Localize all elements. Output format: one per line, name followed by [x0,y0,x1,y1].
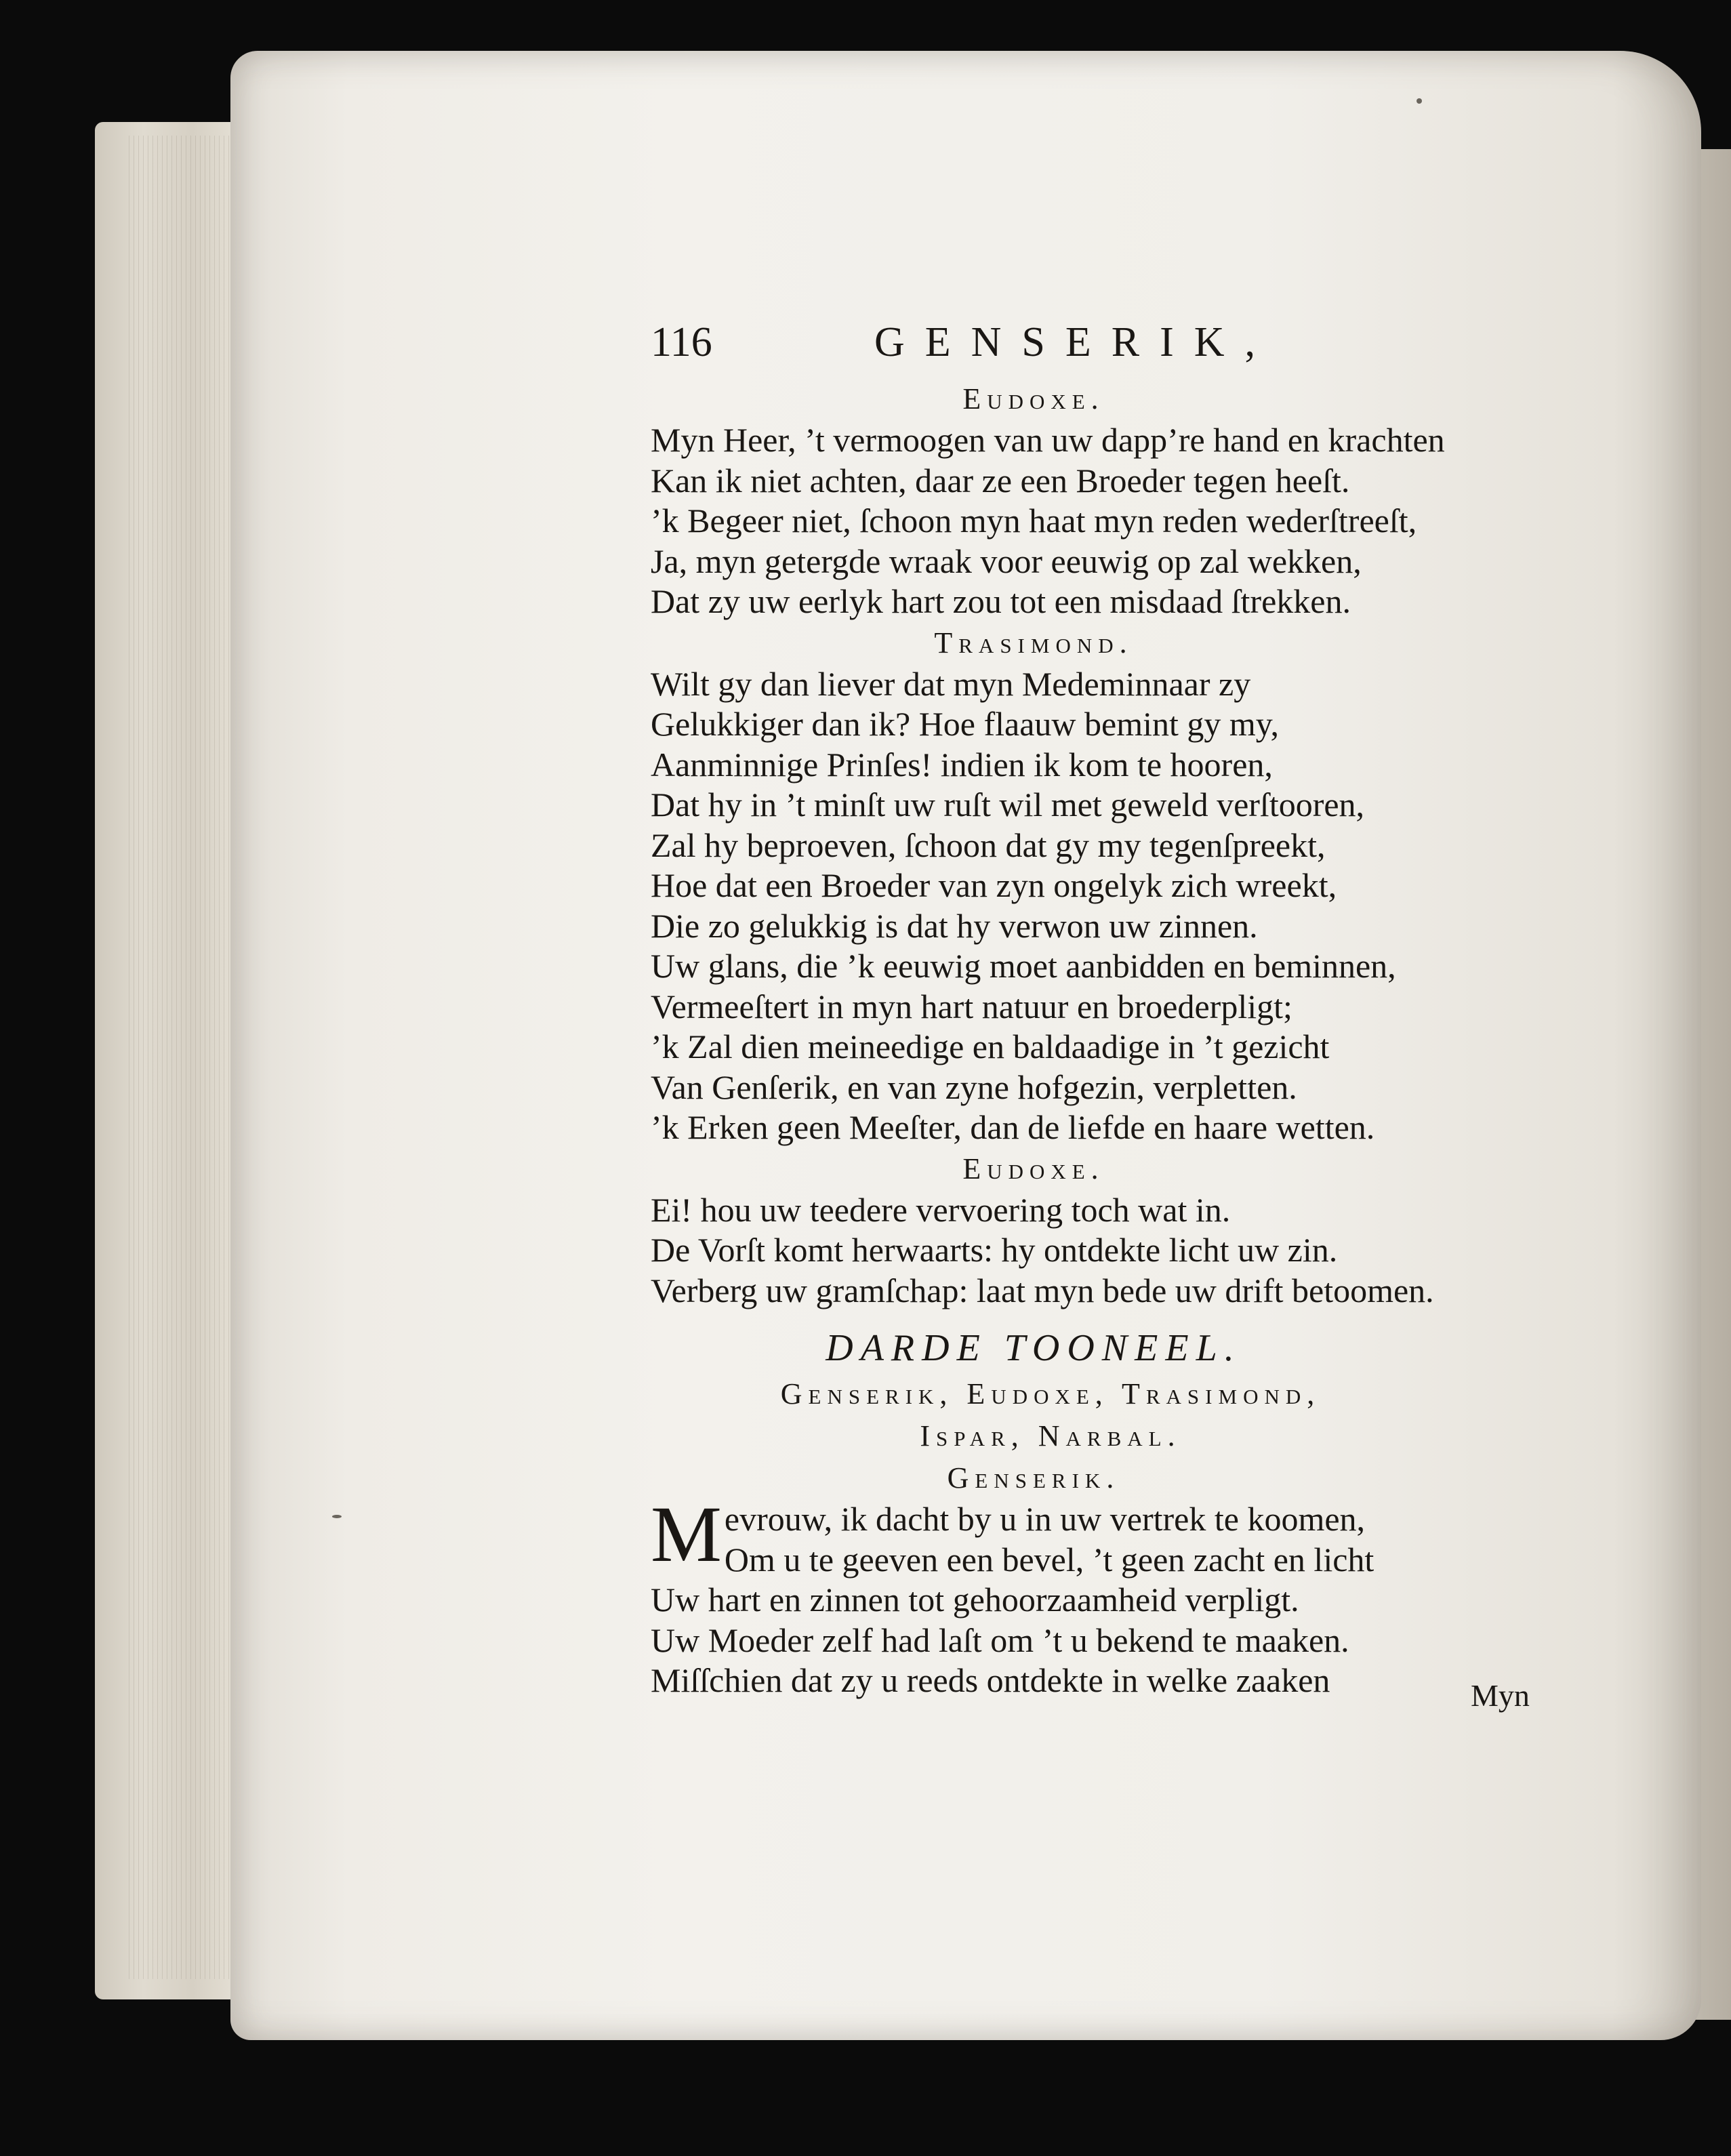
verse-line: Kan ik niet achten, daar ze een Broeder tegen heeſt. [651,461,1350,500]
paper-speck [332,1515,342,1518]
verse-line: Ei! hou uw teedere vervoering toch wat in. [651,1190,1231,1229]
text-block [651,319,1552,1701]
paper-speck [1417,98,1422,104]
page-number: 116 [651,319,712,365]
speaker-heading: Eudoxe. [962,382,1105,415]
verse-line: ’k Erken geen Meeſter, dan de liefde en haare wetten. [651,1108,1375,1146]
verse-line: Aanminnige Prinſes! indien ik kom te hooren, [651,745,1273,784]
verse-line: Myn Heer, ’t vermoogen van uw dapp’re hand en krachten [651,421,1445,459]
drop-cap-initial: M [651,1490,722,1579]
verse-line: De Vorſt komt herwaarts: hy ontdekte licht uw zin. [651,1231,1338,1269]
verse-line: Gelukkiger dan ik? Hoe flaauw bemint gy my, [651,705,1280,743]
verse-line: Uw glans, die ’k eeuwig moet aanbidden en beminnen, [651,947,1396,985]
verse-line: Hoe dat een Broeder van zyn ongelyk zich wreekt, [651,866,1337,904]
cast-list-line: Genserik, Eudoxe, Trasimond, [780,1377,1321,1410]
scene-title: DARDE TOONEEL. [826,1327,1242,1369]
verse-line: Vermeeſtert in myn hart natuur en broederpligt; [651,987,1292,1025]
verse-line: Zal hy beproeven, ſchoon dat gy my tegenſpreekt, [651,826,1326,864]
verse-line: Die zo gelukkig is dat hy verwon uw zinnen. [651,906,1258,945]
verse-line: Ja, myn getergde wraak voor eeuwig op zal wekken, [651,542,1362,580]
verse-line: Uw Moeder zelf had laſt om ’t u bekend te maaken. [651,1621,1349,1659]
verse-line: Om u te geeven een bevel, ’t geen zacht en licht [724,1540,1374,1579]
verse-line: Verberg uw gramſchap: laat myn bede uw drift betoomen. [651,1271,1434,1309]
cast-list-line: Ispar, Narbal. [920,1419,1181,1452]
running-title: GENSERIK, [874,319,1276,365]
catchword: Myn [1471,1678,1530,1713]
verse-body [651,378,1552,1701]
verse-line: Miſſchien dat zy u reeds ontdekte in welke zaaken [651,1661,1330,1699]
verse-line: ’k Zal dien meineedige en baldaadige in ’t gezicht [651,1028,1330,1065]
verse-line: ’k Begeer niet, ſchoon myn haat myn reden wederſtreeſt, [651,502,1417,540]
speaker-heading: Eudoxe. [962,1152,1105,1185]
running-head [651,319,1552,378]
verse-line: Dat hy in ’t minſt uw ruſt wil met geweld verſtooren, [651,786,1365,823]
verse-line: Wilt gy dan liever dat myn Medeminnaar zy [651,664,1251,703]
verse-line-text: evrouw, ik dacht by u in uw vertrek te koomen, [724,1500,1366,1538]
verse-line: Van Genſerik, en van zyne hofgezin, verpletten. [651,1067,1297,1106]
speaker-heading: Trasimond. [934,626,1133,659]
speaker-heading: Genserik. [947,1461,1120,1494]
verse-line: Dat zy uw eerlyk hart zou tot een misdaad ſtrekken. [651,582,1351,620]
verse-line: Uw hart en zinnen tot gehoorzaamheid verpligt. [651,1581,1299,1619]
